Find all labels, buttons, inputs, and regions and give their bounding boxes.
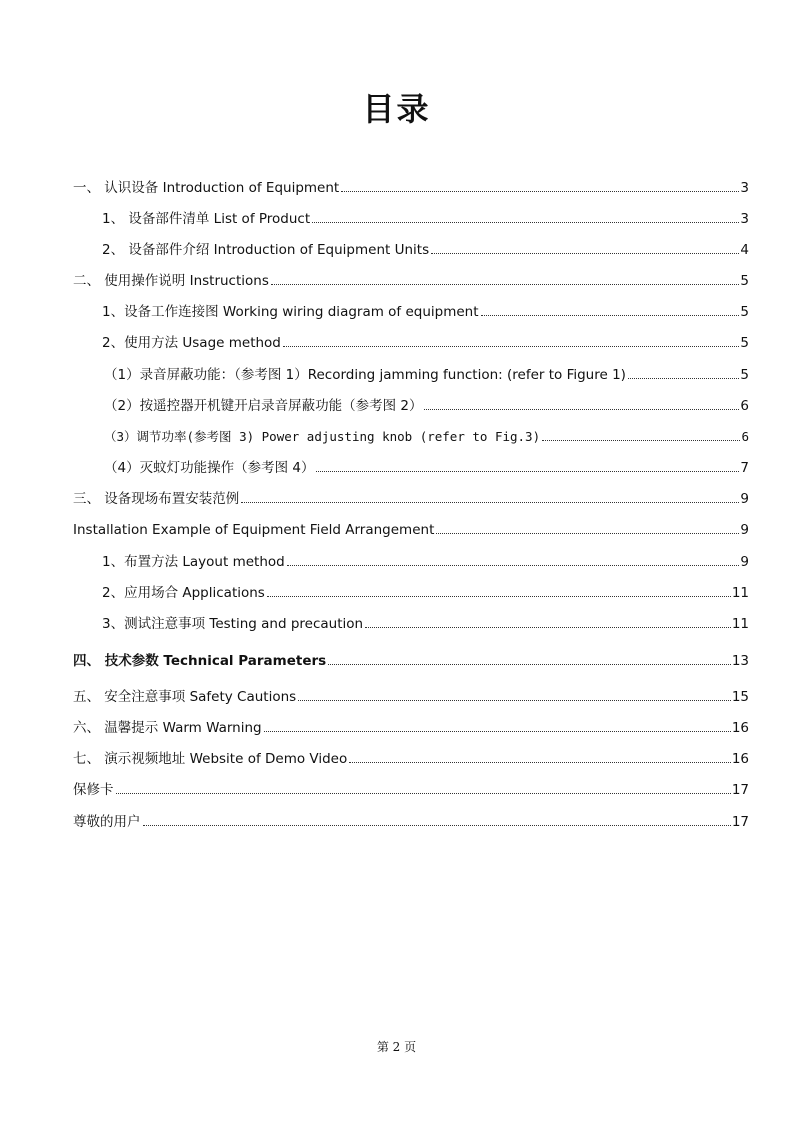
dot-leader bbox=[436, 533, 739, 534]
toc-entry-page: 9 bbox=[740, 491, 749, 507]
dot-leader bbox=[328, 664, 731, 665]
toc-entry-testing[interactable] bbox=[102, 611, 749, 633]
toc-entry-label: 1、布置方法 Layout method bbox=[102, 554, 285, 570]
dot-leader bbox=[143, 825, 731, 826]
toc-entry-label: 2、应用场合 Applications bbox=[102, 585, 265, 601]
toc-entry-page: 16 bbox=[731, 751, 749, 767]
toc-entry-page: 9 bbox=[740, 522, 749, 538]
dot-leader bbox=[431, 253, 739, 254]
toc-entry-label: 七、 演示视频地址 Website of Demo Video bbox=[73, 751, 348, 767]
toc-entry-label: 2、使用方法 Usage method bbox=[102, 335, 281, 351]
toc-entry-instructions[interactable] bbox=[73, 268, 749, 290]
toc-entry-wiring-diagram[interactable] bbox=[102, 299, 749, 321]
toc-entry-page: 7 bbox=[740, 460, 749, 476]
toc-entry-list-of-product[interactable] bbox=[102, 206, 749, 228]
toc-entry-label: 六、 温馨提示 Warm Warning bbox=[73, 720, 262, 736]
toc-entry-usage-method[interactable] bbox=[102, 330, 749, 352]
dot-leader bbox=[287, 565, 740, 566]
toc-entry-mosquito-lamp[interactable] bbox=[104, 455, 749, 477]
dot-leader bbox=[267, 596, 731, 597]
toc-entry-page: 11 bbox=[731, 585, 749, 601]
toc-entry-demo-video[interactable] bbox=[73, 746, 749, 768]
toc-entry-label: （3）调节功率(参考图 3) Power adjusting knob (refer to Fig.3) bbox=[104, 429, 541, 444]
toc-entry-page: 11 bbox=[731, 616, 749, 632]
dot-leader bbox=[312, 222, 739, 223]
toc-entry-label: 四、 技术参数 Technical Parameters bbox=[73, 653, 327, 669]
toc-entry-page: 16 bbox=[731, 720, 749, 736]
toc-entry-technical-parameters[interactable] bbox=[73, 648, 749, 670]
toc-entry-page: 17 bbox=[731, 814, 749, 830]
toc-entry-installation-en[interactable] bbox=[73, 517, 749, 539]
toc-entry-safety-cautions[interactable] bbox=[73, 684, 749, 706]
toc-entry-label: 三、 设备现场布置安装范例 bbox=[73, 491, 240, 507]
toc-entry-page: 5 bbox=[740, 273, 749, 289]
toc-entry-label: 五、 安全注意事项 Safety Cautions bbox=[73, 689, 297, 705]
toc-entry-recording-jamming[interactable] bbox=[104, 362, 749, 384]
dot-leader bbox=[341, 191, 739, 192]
dot-leader bbox=[264, 731, 731, 732]
toc-entry-page: 17 bbox=[731, 782, 749, 798]
page-title: 目录 bbox=[362, 90, 431, 128]
dot-leader bbox=[349, 762, 731, 763]
toc-entry-introduction[interactable] bbox=[73, 175, 749, 197]
dot-leader bbox=[365, 627, 731, 628]
dot-leader bbox=[424, 409, 739, 410]
toc-entry-label: （1）录音屏蔽功能：（参考图 1）Recording jamming function: (refer to Figure 1) bbox=[104, 367, 626, 383]
toc-entry-page: 5 bbox=[740, 367, 749, 383]
toc-entry-label: 3、测试注意事项 Testing and precaution bbox=[102, 616, 364, 632]
toc-entry-applications[interactable] bbox=[102, 580, 749, 602]
toc-entry-warm-warning[interactable] bbox=[73, 715, 749, 737]
toc-entry-equipment-units[interactable] bbox=[102, 237, 749, 259]
toc-entry-label: 1、设备工作连接图 Working wiring diagram of equipment bbox=[102, 304, 479, 320]
toc-entry-page: 6 bbox=[741, 429, 749, 444]
toc-entry-label: 2、 设备部件介绍 Introduction of Equipment Units bbox=[102, 242, 430, 258]
page-number-footer: 第 2 页 bbox=[376, 1040, 417, 1054]
toc-entry-dear-user[interactable] bbox=[73, 809, 749, 831]
dot-leader bbox=[271, 284, 740, 285]
dot-leader bbox=[283, 346, 740, 347]
dot-leader bbox=[116, 793, 731, 794]
toc-entry-page: 6 bbox=[740, 398, 749, 414]
toc-entry-page: 5 bbox=[740, 304, 749, 320]
dot-leader bbox=[316, 471, 739, 472]
toc-entry-label: 尊敬的用户 bbox=[73, 814, 141, 830]
dot-leader bbox=[481, 315, 740, 316]
toc-entry-label: 1、 设备部件清单 List of Product bbox=[102, 211, 311, 227]
toc-entry-label: Installation Example of Equipment Field Arrangement bbox=[73, 522, 435, 538]
toc-entry-page: 3 bbox=[740, 180, 749, 196]
toc-entry-page: 3 bbox=[740, 211, 749, 227]
toc-entry-label: 二、 使用操作说明 Instructions bbox=[73, 273, 269, 289]
dot-leader bbox=[542, 440, 740, 441]
toc-entry-label: （2）按遥控器开机键开启录音屏蔽功能（参考图 2） bbox=[104, 398, 423, 414]
toc-entry-page: 15 bbox=[731, 689, 749, 705]
toc-entry-page: 4 bbox=[740, 242, 749, 258]
toc-entry-warranty-card[interactable] bbox=[73, 777, 749, 799]
toc-entry-page: 5 bbox=[740, 335, 749, 351]
toc-entry-page: 13 bbox=[731, 653, 749, 669]
toc-entry-layout-method[interactable] bbox=[102, 549, 749, 571]
toc-entry-remote-power-key[interactable] bbox=[104, 393, 749, 415]
dot-leader bbox=[298, 700, 731, 701]
dot-leader bbox=[241, 502, 739, 503]
dot-leader bbox=[628, 378, 739, 379]
toc-entry-label: 保修卡 bbox=[73, 782, 114, 798]
toc-entry-installation-cn[interactable] bbox=[73, 486, 749, 508]
toc-entry-label: 一、 认识设备 Introduction of Equipment bbox=[73, 180, 340, 196]
toc-entry-power-adjusting[interactable] bbox=[104, 424, 749, 446]
toc-entry-label: （4）灭蚊灯功能操作（参考图 4） bbox=[104, 460, 315, 476]
toc-entry-page: 9 bbox=[740, 554, 749, 570]
